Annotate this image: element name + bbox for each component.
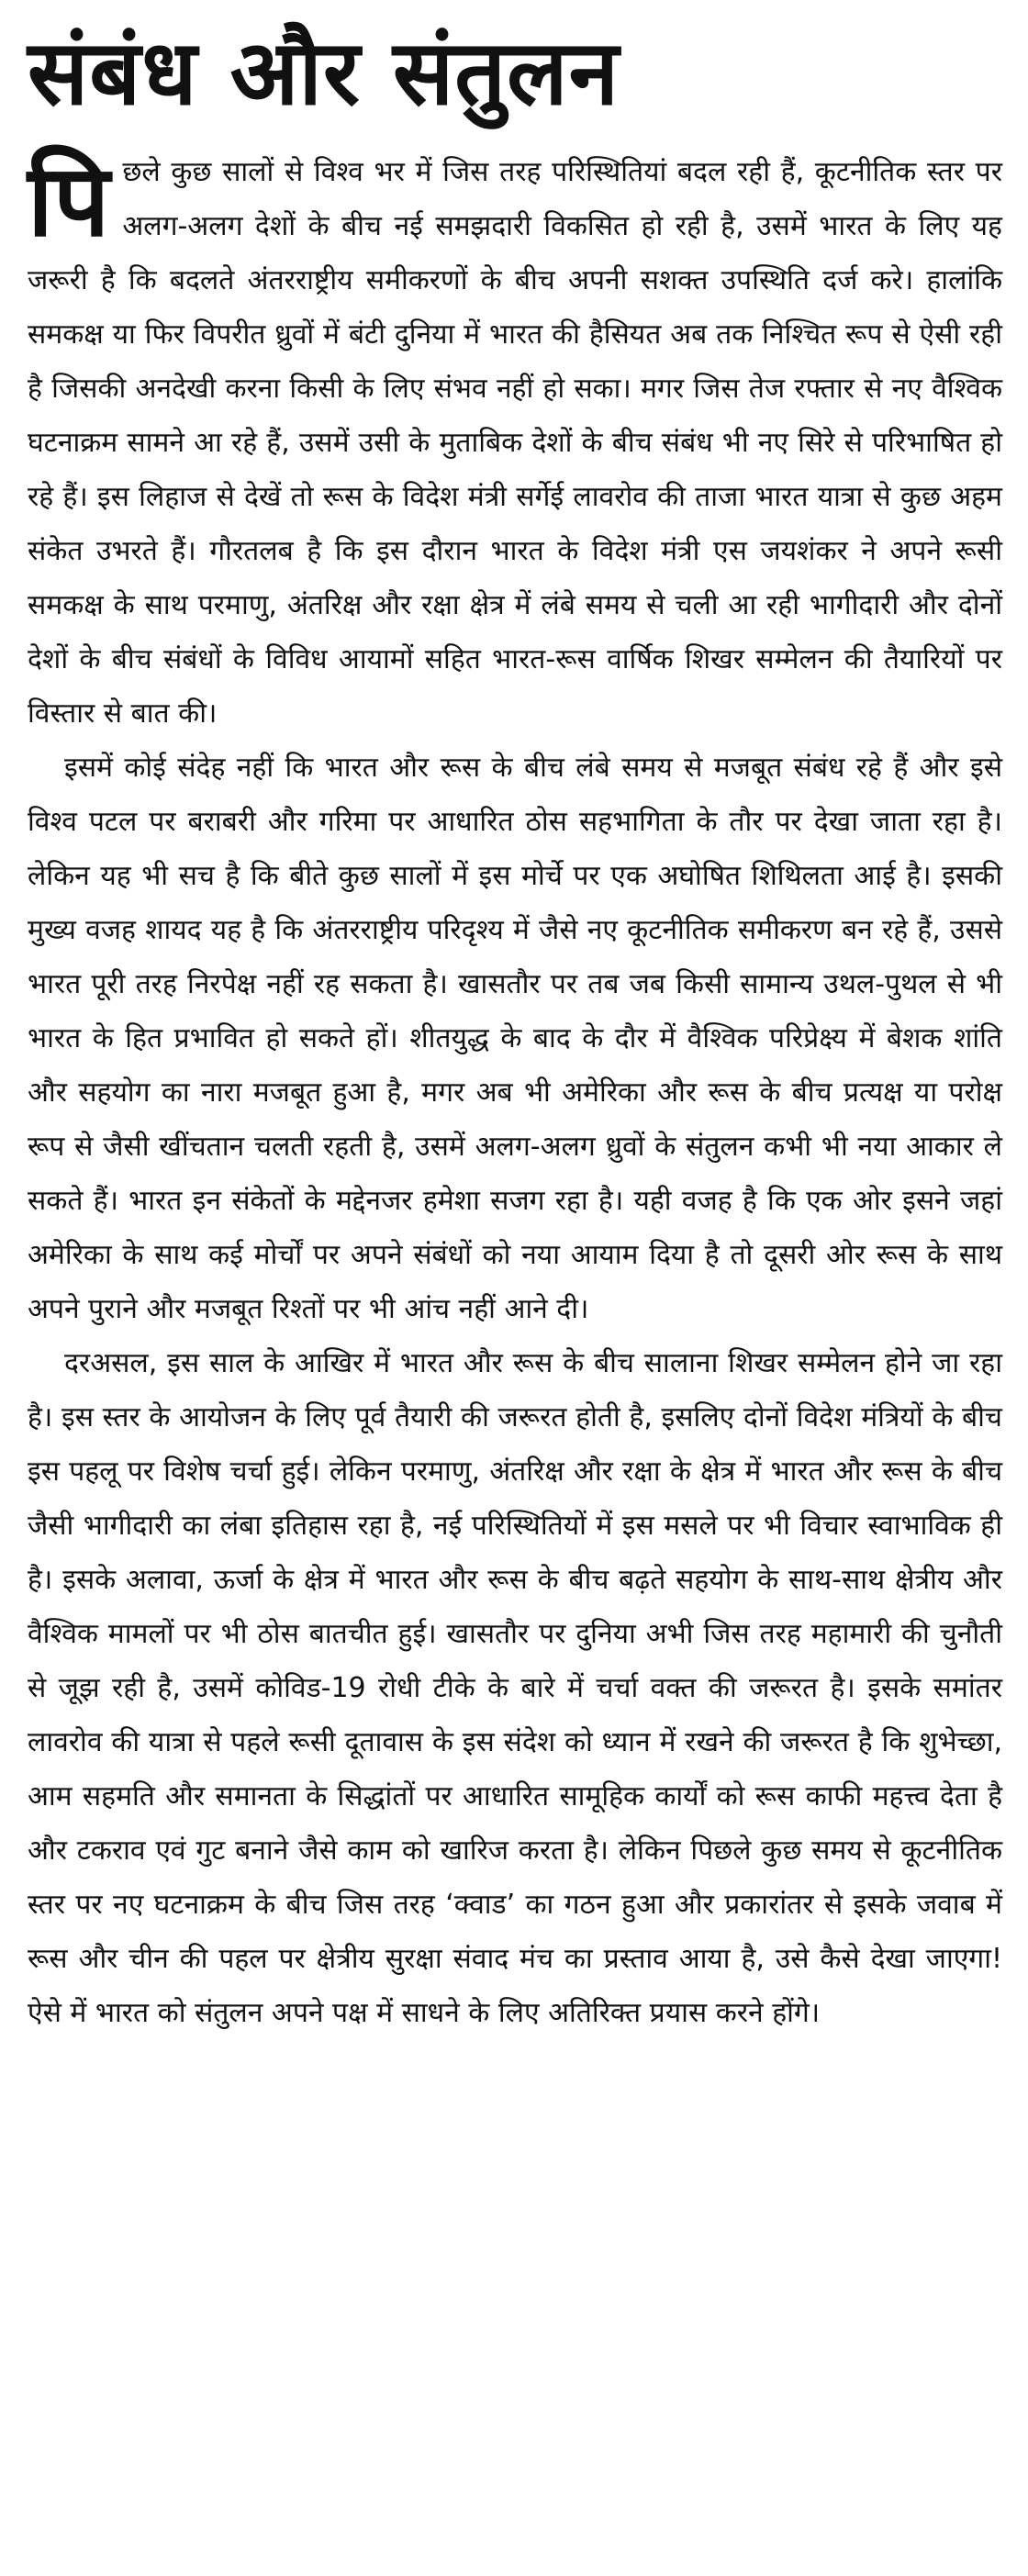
article-paragraph-3: दरअसल, इस साल के आखिर में भारत और रूस के बीच सालाना शिखर सम्मेलन होने जा रहा है। इस स्तर के आयोजन के लिए पूर्व तैयारी की जरूरत होती है, इसलिए दोनों विदेश मंत्रियों के बीच इस पहलू पर विशेष चर्चा हुई। लेकिन परमाणु, अंतरिक्ष और रक्षा के क्षेत्र में भारत और रूस के बीच जैसी भागीदारी का लंबा इतिहास रहा है, नई परिस्थितियों में इस मसले पर भी विचार स्वाभाविक ही है। इसके अलावा, ऊर्जा के क्षेत्र में भारत और रूस के बीच बढ़ते सहयोग के साथ-साथ क्षेत्रीय और वैश्विक मामलों पर भी ठोस बातचीत हुई। खासतौर पर दुनिया अभी जिस तरह महामारी की चुनौती से जूझ रही है, उसमें कोविड-19 रोधी टीके के बारे में चर्चा वक्त की जरूरत है। इसके समांतर लावरोव की यात्रा से पहले रूसी दूतावास के इस संदेश को ध्यान में रखने की जरूरत है कि शुभेच्छा, आम सहमति और समानता के सिद्धांतों पर आधारित सामूहिक कार्यों को रूस काफी महत्त्व देता है और टकराव एवं गुट बनाने जैसे काम को खारिज करता है। लेकिन पिछले कुछ समय से कूटनीतिक स्तर पर नए घटनाक्रम के बीच जिस तरह ‘क्वाड’ का गठन हुआ और प्रकारांतर से इसके जवाब में रूस और चीन की पहल पर क्षेत्रीय सुरक्षा संवाद मंच का प्रस्ताव आया है, उसे कैसे देखा जाएगा! ऐसे में भारत को संतुलन अपने पक्ष में साधने के लिए अतिरिक्त प्रयास करने होंगे। bbox=[28, 1347, 1002, 2029]
paragraph-1-text: छले कुछ सालों से विश्व भर में जिस तरह परिस्थितियां बदल रही हैं, कूटनीतिक स्तर पर अलग-अलग देशों के बीच नई समझदारी विकसित हो रही है, उसमें भारत के लिए यह जरूरी है कि बदलते अंतरराष्ट्रीय समीकरणों के बीच अपनी सशक्त उपस्थिति दर्ज करे। हालांकि समकक्ष या फिर विपरीत ध्रुवों में बंटी दुनिया में भारत की हैसियत अब तक निश्चित रूप से ऐसी रही है जिसकी अनदेखी करना किसी के लिए संभव नहीं हो सका। मगर जिस तेज रफ्तार से नए वैश्विक घटनाक्रम सामने आ रहे हैं, उसमें उसी के मुताबिक देशों के बीच संबंध भी नए सिरे से परिभाषित हो रहे हैं। इस लिहाज से देखें तो रूस के विदेश मंत्री सर्गेई लावरोव की ताजा भारत यात्रा से कुछ अहम संकेत उभरते हैं। गौरतलब है कि इस दौरान भारत के विदेश मंत्री एस जयशंकर ने अपने रूसी समकक्ष के साथ परमाणु, अंतरिक्ष और रक्षा क्षेत्र में लंबे समय से चली आ रही भागीदारी और दोनों देशों के बीच संबंधों के विविध आयामों सहित भारत-रूस वार्षिक शिखर सम्मेलन की तैयारियों पर विस्तार से बात की। bbox=[28, 156, 1002, 730]
article-headline: संबंध और संतुलन bbox=[28, 21, 620, 126]
editorial-article bbox=[28, 18, 1002, 2040]
drop-cap: पि bbox=[28, 144, 110, 259]
article-paragraph-1 bbox=[28, 145, 1002, 741]
article-paragraph-2: इसमें कोई संदेह नहीं कि भारत और रूस के बीच लंबे समय से मजबूत संबंध रहे हैं और इसे विश्व पटल पर बराबरी और गरिमा पर आधारित ठोस सहभागिता के तौर पर देखा जाता रहा है। लेकिन यह भी सच है कि बीते कुछ सालों में इस मोर्चे पर एक अघोषित शिथिलता आई है। इसकी मुख्य वजह शायद यह है कि अंतरराष्ट्रीय परिदृश्य में जैसे नए कूटनीतिक समीकरण बन रहे हैं, उससे भारत पूरी तरह निरपेक्ष नहीं रह सकता है। खासतौर पर तब जब किसी सामान्य उथल-पुथल से भी भारत के हित प्रभावित हो सकते हों। शीतयुद्ध के बाद के दौर में वैश्विक परिप्रेक्ष्य में बेशक शांति और सहयोग का नारा मजबूत हुआ है, मगर अब भी अमेरिका और रूस के बीच प्रत्यक्ष या परोक्ष रूप से जैसी खींचतान चलती रहती है, उसमें अलग-अलग ध्रुवों के संतुलन कभी भी नया आकार ले सकते हैं। भारत इन संकेतों के मद्देनजर हमेशा सजग रहा है। यही वजह है कि एक ओर इसने जहां अमेरिका के साथ कई मोर्चों पर अपने संबंधों को नया आयाम दिया है तो दूसरी ओर रूस के साथ अपने पुराने और मजबूत रिश्तों पर भी आंच नहीं आने दी। bbox=[28, 752, 1002, 1325]
